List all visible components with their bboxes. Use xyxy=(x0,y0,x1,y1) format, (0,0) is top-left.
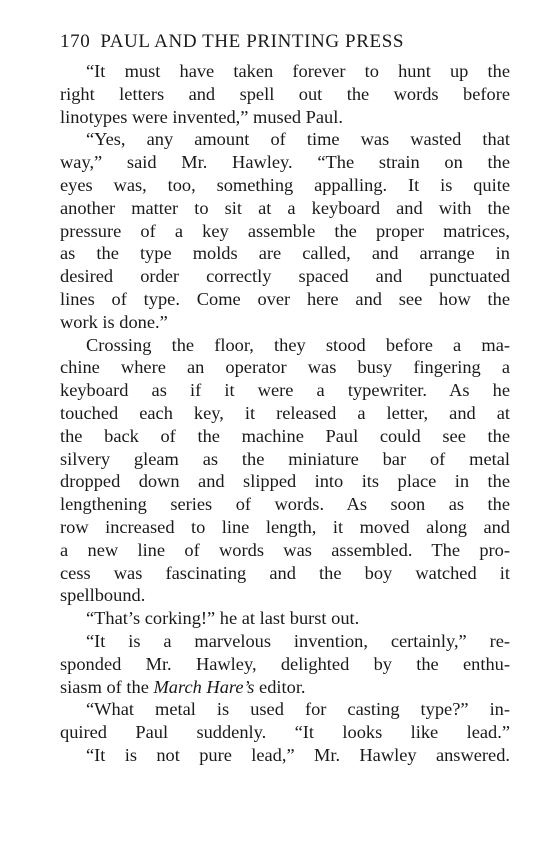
running-head-title: PAUL AND THE PRINTING PRESS xyxy=(100,31,405,52)
text-line xyxy=(60,197,510,220)
book-page xyxy=(60,30,510,767)
text-span: eyes was, too, something appalling. It is quite xyxy=(60,174,510,195)
text-line xyxy=(60,265,510,288)
text-line xyxy=(60,539,510,562)
running-head xyxy=(60,30,510,54)
text-span: sponded Mr. Hawley, delighted by the enthu- xyxy=(60,653,510,674)
text-span: dropped down and slipped into its place in the xyxy=(60,471,510,492)
text-line xyxy=(60,288,510,311)
text-span: a new line of words was assembled. The pro- xyxy=(60,539,510,560)
text-span: spellbound. xyxy=(60,585,146,606)
text-span: lengthening series of words. As soon as the xyxy=(60,494,510,515)
text-line xyxy=(60,584,510,607)
text-line xyxy=(60,448,510,471)
text-line xyxy=(60,151,510,174)
text-span: touched each key, it released a letter, and at xyxy=(60,402,510,423)
text-span: “That’s corking!” he at last burst out. xyxy=(86,608,360,629)
text-line xyxy=(60,470,510,493)
text-span: editor. xyxy=(254,676,306,697)
text-line xyxy=(60,311,510,334)
text-span: “It must have taken forever to hunt up the xyxy=(86,61,510,81)
text-span: row increased to line length, it moved along and xyxy=(60,516,510,537)
text-line xyxy=(60,83,510,106)
text-line xyxy=(60,630,510,653)
text-span: desired order correctly spaced and punctuated xyxy=(60,266,510,287)
text-line xyxy=(60,174,510,197)
text-line xyxy=(60,334,510,357)
text-span: “It is a marvelous invention, certainly,” re- xyxy=(86,630,510,651)
text-span: “It is not pure lead,” Mr. Hawley answered. xyxy=(86,744,510,765)
text-line xyxy=(60,607,510,630)
text-span: linotypes were invented,” mused Paul. xyxy=(60,106,343,127)
text-line xyxy=(60,402,510,425)
text-span: Crossing the floor, they stood before a ma- xyxy=(86,334,510,355)
text-line xyxy=(60,128,510,151)
text-line xyxy=(60,220,510,243)
text-span: as the type molds are called, and arrange in xyxy=(60,243,510,264)
text-span: “Yes, any amount of time was wasted that xyxy=(86,129,510,150)
text-span: keyboard as if it were a typewriter. As he xyxy=(60,380,510,401)
text-span: the back of the machine Paul could see the xyxy=(60,425,510,446)
text-span: siasm of the xyxy=(60,676,154,697)
text-span: way,” said Mr. Hawley. “The strain on the xyxy=(60,152,510,173)
text-span: lines of type. Come over here and see how the xyxy=(60,288,510,309)
text-line xyxy=(60,698,510,721)
body-text xyxy=(60,60,510,767)
text-line xyxy=(60,242,510,265)
text-line xyxy=(60,653,510,676)
text-line xyxy=(60,562,510,585)
text-span: right letters and spell out the words before xyxy=(60,83,510,104)
text-span: “What metal is used for casting type?” in- xyxy=(86,699,510,720)
text-line xyxy=(60,379,510,402)
page-number: 170 xyxy=(60,31,91,52)
text-span: quired Paul suddenly. “It looks like lead.” xyxy=(60,722,510,743)
text-line xyxy=(60,516,510,539)
text-line xyxy=(60,676,510,699)
italic-title: March Hare’s xyxy=(153,676,255,697)
text-line xyxy=(60,106,510,129)
text-span: silvery gleam as the miniature bar of metal xyxy=(60,448,510,469)
text-span: chine where an operator was busy fingering a xyxy=(60,357,510,378)
text-span: work is done.” xyxy=(60,311,168,332)
text-line xyxy=(60,721,510,744)
text-line xyxy=(60,493,510,516)
text-span: pressure of a key assemble the proper matrices, xyxy=(60,220,510,241)
text-span: another matter to sit at a keyboard and with the xyxy=(60,197,510,218)
text-line xyxy=(60,60,510,83)
text-line xyxy=(60,425,510,448)
text-line xyxy=(60,744,510,767)
text-line xyxy=(60,356,510,379)
text-span: cess was fascinating and the boy watched it xyxy=(60,562,510,583)
